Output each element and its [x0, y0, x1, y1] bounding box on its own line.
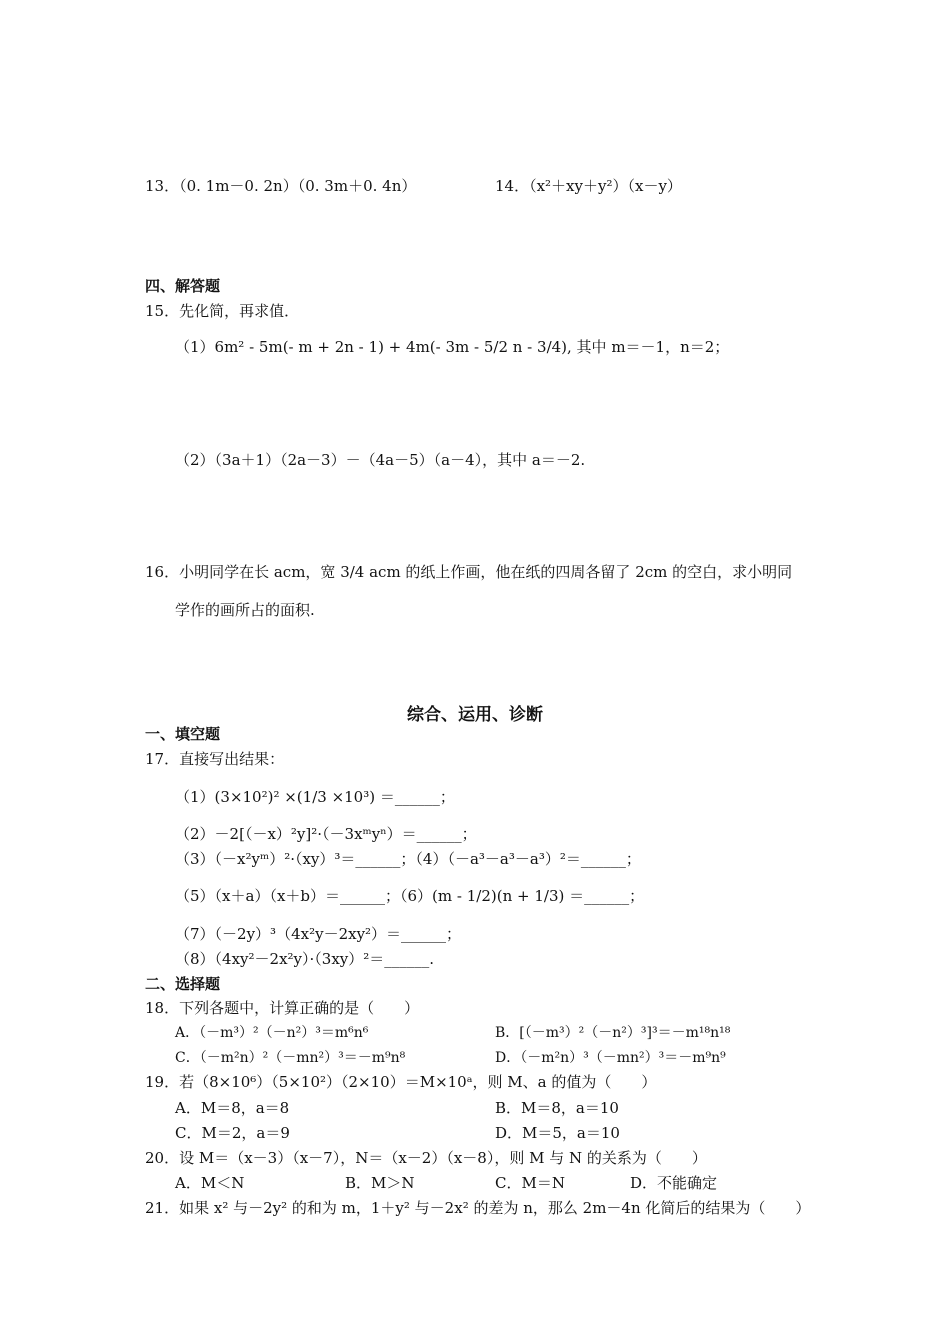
part-title: 综合、运用、诊断 [407, 705, 543, 725]
question-18-option-d: D．（－m²n）³（－mn²）³＝－m⁹n⁹ [495, 1050, 726, 1066]
question-19-option-a: A．M＝8，a＝8 [175, 1099, 290, 1117]
question-15-part-2: （2）（3a＋1）（2a－3）－（4a－5）（a－4），其中 a＝－2. [175, 451, 586, 469]
question-18-option-c: C．（－m²n）²（－mn²）³＝－m⁹n⁸ [175, 1050, 406, 1066]
question-18-option-a: A．（－m³）²（－n²）³＝m⁶n⁶ [175, 1025, 369, 1041]
question-20-option-a: A．M＜N [175, 1174, 245, 1192]
section-heading-choice: 二、选择题 [145, 975, 221, 993]
question-13: 13．（0. 1m－0. 2n）（0. 3m＋0. 4n） [145, 177, 417, 195]
question-20: 20．设 M＝（x－3）（x－7），N＝（x－2）（x－8），则 M 与 N 的关系为（ ） [145, 1149, 707, 1167]
question-17-item-1: （1）(3×10²)² ×(1/3 ×10³) ＝______； [175, 788, 455, 806]
question-15: 15．先化简，再求值． [145, 302, 300, 320]
question-17-item-2: （2）－2[（－x）²y]²·（－3xᵐyⁿ）＝______； [175, 825, 477, 843]
question-16-continued: 学作的画所占的面积. [175, 601, 315, 619]
question-17-items-5-6: （5）（x＋a）（x＋b）＝______；（6）(m - 1/2)(n + 1/3) ＝______； [175, 887, 645, 905]
question-19: 19．若（8×10⁶）（5×10²）（2×10）＝M×10ᵃ，则 M、a 的值为（ ） [145, 1073, 657, 1091]
question-19-option-c: C．M＝2，a＝9 [175, 1124, 290, 1142]
question-20-option-b: B．M＞N [345, 1174, 415, 1192]
question-14: 14．（x²＋xy＋y²）（x－y） [495, 177, 682, 195]
question-19-option-b: B．M＝8，a＝10 [495, 1099, 619, 1117]
section-heading-fill-in: 一、填空题 [145, 725, 221, 743]
section-heading-answers: 四、解答题 [145, 277, 221, 295]
question-18-option-b: B．[（－m³）²（－n²）³]³＝－m¹⁸n¹⁸ [495, 1025, 731, 1041]
question-16: 16．小明同学在长 acm，宽 3/4 acm 的纸上作画，他在纸的四周各留了 2cm 的空白，求小明同 [145, 563, 793, 581]
question-19-option-d: D．M＝5，a＝10 [495, 1124, 620, 1142]
question-17-item-8: （8）（4xy²－2x²y）·（3xy）²＝______. [175, 950, 435, 968]
question-17-item-7: （7）（－2y）³（4x²y－2xy²）＝______； [175, 925, 462, 943]
question-15-part-1: （1）6m² - 5m(- m + 2n - 1) + 4m(- 3m - 5/2 n - 3/4), 其中 m＝－1，n＝2； [175, 338, 730, 356]
question-17: 17．直接写出结果： [145, 750, 285, 768]
question-20-option-c: C．M＝N [495, 1174, 565, 1192]
question-17-items-3-4: （3）（－x²yᵐ）²·（xy）³＝______；（4）（－a³－a³－a³）²＝______； [175, 850, 641, 868]
question-20-option-d: D．不能确定 [630, 1174, 718, 1192]
question-18: 18．下列各题中，计算正确的是（ ） [145, 999, 420, 1017]
question-21: 21．如果 x² 与－2y² 的和为 m，1＋y² 与－2x² 的差为 n，那么 2m－4n 化简后的结果为（ ） [145, 1199, 811, 1217]
